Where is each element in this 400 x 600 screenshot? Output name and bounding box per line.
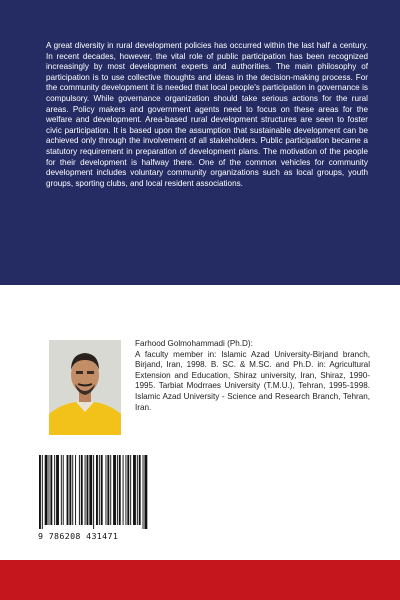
barcode-bar [63, 455, 64, 525]
barcode-bar [39, 455, 41, 529]
barcode-bar [123, 455, 124, 525]
bottom-color-band [0, 560, 400, 600]
barcode-bar [130, 455, 131, 525]
barcode-bar [106, 455, 107, 525]
barcode-bar [117, 455, 118, 525]
barcode-bar [99, 455, 100, 525]
barcode-bar [119, 455, 121, 525]
barcode-bar [93, 455, 94, 529]
barcode-bar [101, 455, 103, 525]
author-bio: A faculty member in: Islamic Azad University-Birjand branch, Birjand, Iran, 1998. B. SC. & M.SC. and Ph.D. in: Agricultural Extension and Education, Shiraz university, Iran, Shiraz, 1990-1995. Tarbiat Modrraes University (T.M.U.), Tehran, 1995-1998. Islamic Azad University - Science and Research Branch, Tehran, Iran. [135, 349, 370, 412]
barcode-bar [85, 455, 86, 525]
barcode-bar [42, 455, 43, 529]
barcode-bar [81, 455, 83, 525]
blurb-panel [0, 0, 400, 285]
book-blurb: A great diversity in rural development policies has occurred within the last half a century. In recent decades, however, the vital role of public participation has been recognized increasingly by most development experts and authorities. The main philosophy of participation is to use collective thoughts and ideas in the decision-making process. For the community development it is needed that local people's participation in governance is compulsory. While governance organization should take serious actions for the rural areas. Policy makers and government agents need to focus on these areas for the welfare and development. Area-based rural development structures are seen to foster civic participation. It is based upon the assumption that sustainable development can be achieved only through the involvement of all stakeholders. Public participation became a statutory requirement in preparation of development plans. The motivation of the people for their development is halfway there. One of the common vehicles for community development includes voluntary community organizations such as local groups, youth groups, sporting clubs, and local resident associations. [46, 41, 368, 188]
barcode-bars [35, 455, 150, 529]
barcode-bar [45, 455, 48, 525]
barcode-bar [87, 455, 89, 525]
barcode-bar [143, 455, 144, 529]
barcode-bar [79, 455, 80, 525]
barcode-bar [69, 455, 71, 525]
barcode-bar [96, 455, 98, 525]
barcode-bar [75, 455, 76, 525]
author-info [135, 339, 370, 413]
barcode-bar [139, 455, 141, 525]
barcode-bar [56, 455, 59, 525]
barcode-bar [127, 455, 129, 525]
barcode-bar [113, 455, 116, 525]
isbn-digits: 9 786208 431471 [38, 531, 119, 541]
barcode-bar [89, 455, 92, 525]
author-portrait-image [49, 340, 121, 435]
barcode-bar [125, 455, 126, 525]
barcode-bar [67, 455, 69, 525]
barcode-bar [144, 455, 147, 529]
barcode-bar [72, 455, 73, 525]
barcode-bar [61, 455, 62, 525]
barcode-bar [54, 455, 55, 525]
barcode-bar [133, 455, 136, 525]
barcode-bar [50, 455, 52, 525]
barcode-bar [137, 455, 138, 525]
author-name: Farhood Golmohammadi (Ph.D): [135, 339, 253, 348]
barcode-bar [49, 455, 50, 525]
author-photo [49, 340, 121, 435]
barcode-bar [107, 455, 109, 525]
barcode-bar [110, 455, 111, 525]
